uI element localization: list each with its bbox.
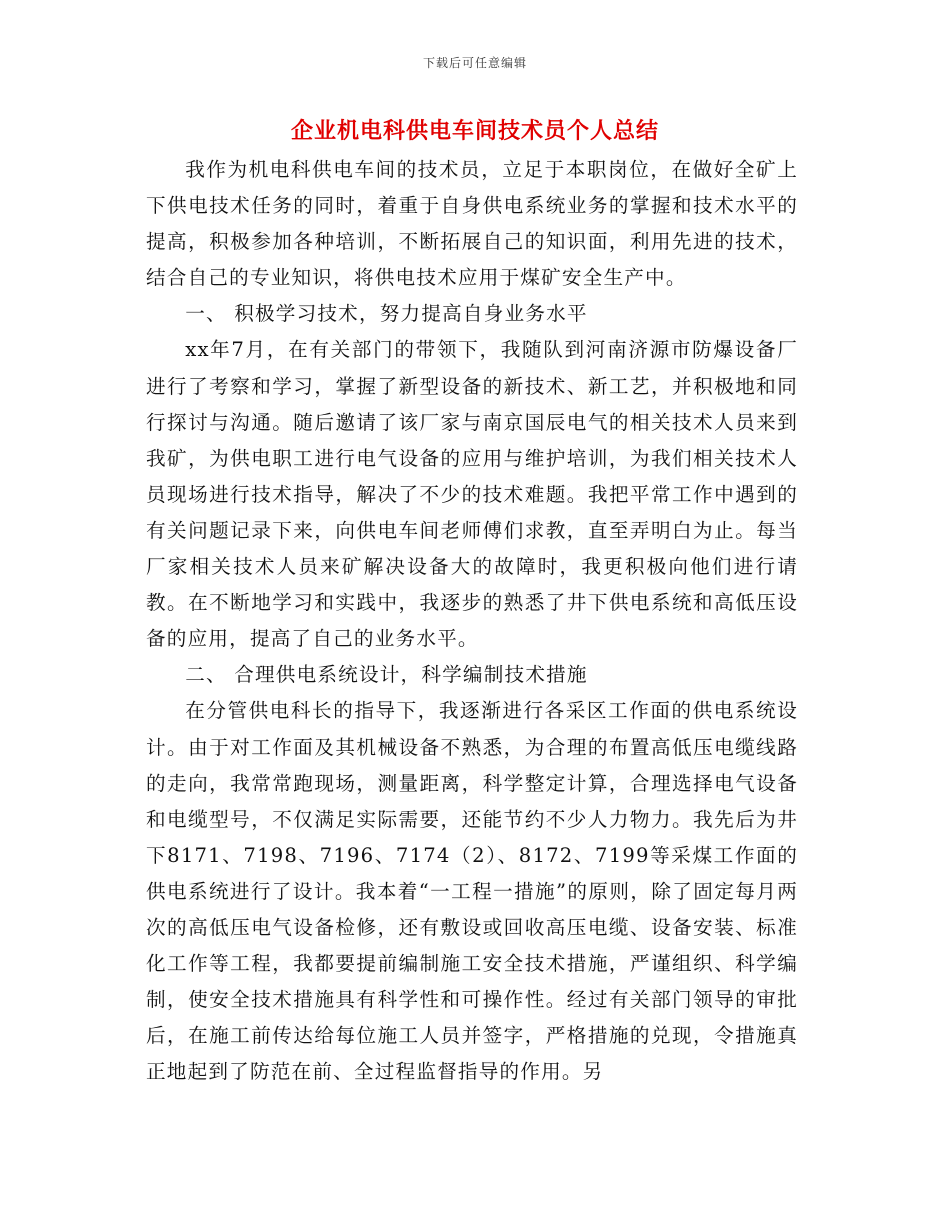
page-header: 下载后可任意编辑 [422, 56, 527, 70]
document-body [146, 152, 798, 1090]
section-heading-1: 一、 积极学习技术，努力提高自身业务水平 [185, 302, 588, 326]
paragraph-section-2: 在分管供电科长的指导下，我逐渐进行各采区工作面的供电系统设计。由于对工作面及其机械设备不熟悉，为合理的布置高低压电缆线路的走向，我常常跑现场，测量距离，科学整定计算，合理选择电气设备和电缆型号，不仅满足实际需要，还能节约不少人力物力。我先后为井下8171、7198、7196、7174（2）、8172、7199等采煤工作面的供电系统进行了设计。我本着“一工程一措施”的原则，除了固定每月两次的高低压电气设备检修，还有敷设或回收高压电缆、设备安装、标准化工作等工程，我都要提前编制施工安全技术措施，严谨组织、科学编制，使安全技术措施具有科学性和可操作性。经过有关部门领导的审批后，在施工前传达给每位施工人员并签字，严格措施的兑现，令措施真正地起到了防范在前、全过程监督指导的作用。另 [146, 699, 798, 1084]
document-title: 企业机电科供电车间技术员个人总结 [290, 119, 659, 144]
paragraph-intro: 我作为机电科供电车间的技术员，立足于本职岗位，在做好全矿上下供电技术任务的同时，着重于自身供电系统业务的掌握和技术水平的提高，积极参加各种培训，不断拓展自己的知识面，利用先进的技术，结合自己的专业知识，将供电技术应用于煤矿安全生产中。 [146, 158, 798, 290]
paragraph-section-1: xx年7月，在有关部门的带领下，我随队到河南济源市防爆设备厂进行了考察和学习，掌握了新型设备的新技术、新工艺，并积极地和同行探讨与沟通。随后邀请了该厂家与南京国辰电气的相关技术人员来到我矿，为供电职工进行电气设备的应用与维护培训，为我们相关技术人员现场进行技术指导，解决了不少的技术难题。我把平常工作中遇到的有关问题记录下来，向供电车间老师傅们求教，直至弄明白为止。每当厂家相关技术人员来矿解决设备大的故障时，我更积极向他们进行请教。在不断地学习和实践中，我逐步的熟悉了井下供电系统和高低压设备的应用，提高了自己的业务水平。 [146, 338, 798, 651]
section-heading-2: 二、 合理供电系统设计，科学编制技术措施 [185, 663, 588, 687]
